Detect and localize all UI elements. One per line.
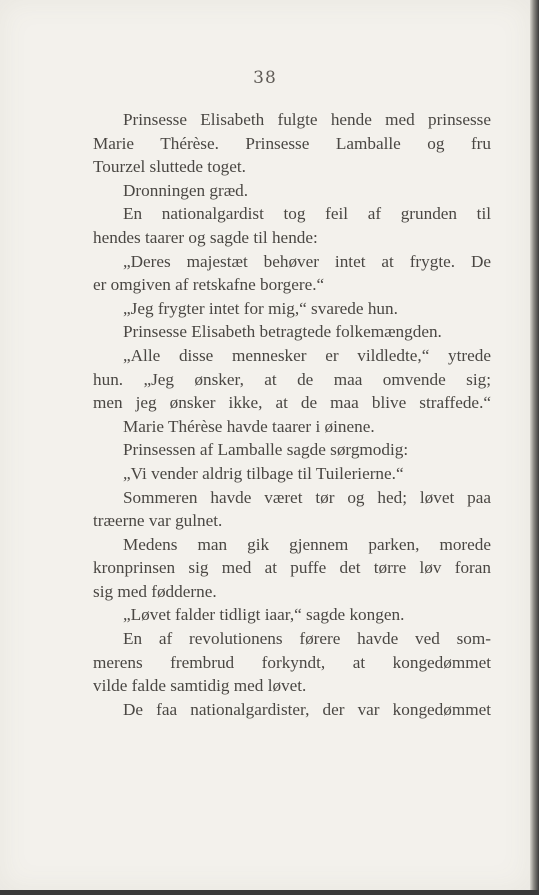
text-line: sig med fødderne.: [93, 581, 217, 601]
text-line: Prinsesse Elisabeth fulgte hende med prinsesse: [123, 110, 491, 129]
text-line: hun. „Jeg ønsker, at de maa omvende sig;: [93, 369, 491, 389]
text-line: Marie Thérèse. Prinsesse Lamballe og fru: [93, 133, 491, 153]
body-text: [93, 108, 491, 721]
page-edge: [530, 0, 539, 895]
text-line: Sommeren havde været tør og hed; løvet paa: [123, 487, 491, 507]
text-line: Tourzel sluttede toget.: [93, 157, 246, 177]
text-line: En nationalgardist tog feil af grunden til: [123, 204, 491, 224]
text-line: vilde falde samtidig med løvet.: [93, 676, 307, 696]
text-line: „Løvet falder tidligt iaar,“ sagde kongen.: [123, 605, 405, 625]
page-number: 38: [253, 68, 277, 88]
text-line: „Alle disse mennesker er vildledte,“ ytrede: [123, 345, 491, 365]
text-line: Marie Thérèse havde taarer i øinene.: [123, 416, 375, 436]
text-line: Dronningen græd.: [123, 180, 249, 200]
text-line: „Deres majestæt behøver intet at frygte. De: [123, 251, 491, 271]
text-line: træerne var gulnet.: [93, 511, 223, 531]
text-line: hendes taarer og sagde til hende:: [93, 227, 318, 247]
text-line: En af revolutionens førere havde ved som-: [123, 629, 491, 649]
text-line: Prinsesse Elisabeth betragtede folkemængden.: [123, 322, 442, 342]
text-line: men jeg ønsker ikke, at de maa blive straffede.“: [93, 393, 491, 413]
text-line: er omgiven af retskafne borgere.“: [93, 275, 325, 295]
text-line: kronprinsen sig med at puffe det tørre løv foran: [93, 558, 491, 578]
text-line: De faa nationalgardister, der var kongedømmet: [123, 699, 491, 719]
text-line: „Vi vender aldrig tilbage til Tuilerierne.“: [123, 463, 404, 483]
text-line: Medens man gik gjennem parken, morede: [123, 534, 491, 554]
text-line: merens frembrud forkyndt, at kongedømmet: [93, 652, 491, 672]
page-bottom-edge: [0, 890, 539, 895]
text-line: „Jeg frygter intet for mig,“ svarede hun.: [123, 298, 398, 318]
text-line: Prinsessen af Lamballe sagde sørgmodig:: [123, 440, 409, 460]
